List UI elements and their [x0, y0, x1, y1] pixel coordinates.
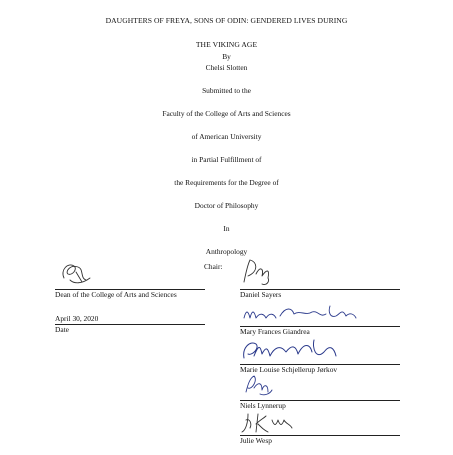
university-line: of American University — [191, 132, 262, 141]
field-line: Anthropology — [205, 247, 248, 256]
date-caption: Date — [55, 325, 69, 334]
title-line-1: DAUGHTERS OF FREYA, SONS OF ODIN: GENDERED LIVES DURING — [105, 16, 348, 25]
author-name: Chelsi Slotten — [205, 63, 248, 72]
dean-caption: Dean of the College of Arts and Sciences — [55, 290, 177, 299]
jorkov-signature — [238, 334, 342, 366]
committee-name-3: Marie Louise Schjellerup Jørkov — [240, 365, 338, 374]
committee-name-4: Niels Lynnerup — [240, 401, 286, 410]
giandrea-signature — [240, 300, 360, 326]
dean-signature — [56, 258, 102, 288]
date-line — [55, 324, 205, 325]
date-value: April 30, 2020 — [55, 314, 99, 323]
submitted-line: Submitted to the — [202, 86, 251, 95]
degree-line: Doctor of Philosophy — [194, 201, 259, 210]
wesp-signature — [240, 410, 294, 436]
committee-name-2: Mary Frances Giandrea — [240, 327, 310, 336]
lynnerup-signature — [240, 372, 276, 398]
committee-name-5: Julie Wesp — [240, 436, 272, 445]
title-line-2: THE VIKING AGE — [195, 40, 258, 49]
fulfillment-line: in Partial Fulfillment of — [191, 155, 262, 164]
requirements-line: the Requirements for the Degree of — [174, 178, 279, 187]
chair-signature — [240, 256, 280, 288]
chair-label: Chair: — [204, 262, 223, 271]
committee-name-1: Daniel Sayers — [240, 290, 282, 299]
faculty-line: Faculty of the College of Arts and Sciences — [162, 109, 291, 118]
in-line: In — [223, 224, 230, 233]
by-label: By — [222, 52, 231, 61]
